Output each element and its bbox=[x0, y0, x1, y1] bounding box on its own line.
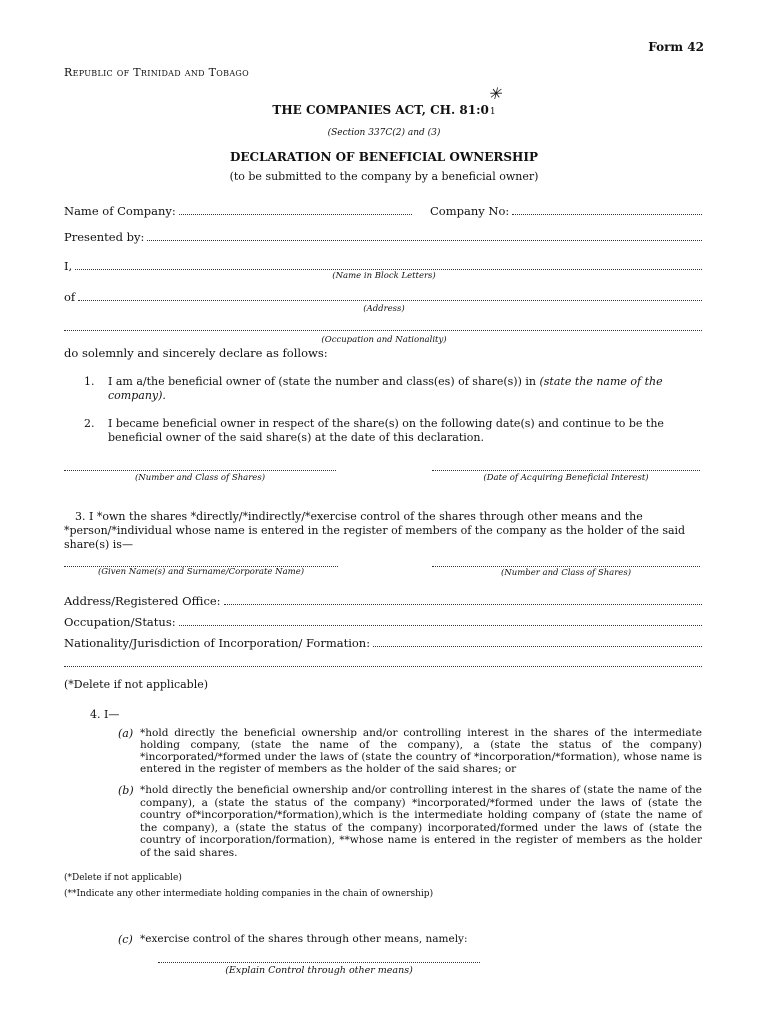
shares-field[interactable] bbox=[64, 462, 336, 471]
registered-office-field[interactable] bbox=[64, 594, 702, 608]
declaration-title: DECLARATION OF BENEFICIAL OWNERSHIP bbox=[229, 150, 539, 164]
date-caption: (Date of Acquiring Beneficial Interest) bbox=[483, 473, 649, 483]
presented-by-field[interactable] bbox=[64, 230, 702, 244]
asterisk-mark: ✳ bbox=[488, 84, 502, 103]
address-field[interactable] bbox=[64, 290, 702, 304]
occupation-status-field[interactable] bbox=[64, 615, 702, 629]
declaration-subtitle: (to be submitted to the company by a beneficial owner) bbox=[229, 170, 539, 183]
delete-note: (*Delete if not applicable) bbox=[64, 678, 209, 691]
presented-by-label: Presented by: bbox=[64, 230, 145, 244]
company-no-field[interactable] bbox=[430, 204, 702, 218]
para4a-text: *hold directly the beneficial ownership and/or controlling interest in the shares of the intermediate holding company, (state the name of the company), a (state the status of the company) *incorporated/*formed under the laws of (state the country of *incorporation/*formation), whose name is entered in the register of members as the holder of the said shares; or bbox=[140, 727, 702, 775]
holder-shares-field[interactable] bbox=[432, 558, 700, 567]
occupation-nationality-field[interactable] bbox=[64, 320, 702, 331]
declare-statement: do solemnly and sincerely declare as follows: bbox=[64, 346, 328, 360]
name-caption: (Name in Block Letters) bbox=[332, 271, 436, 281]
date-acquired-field[interactable] bbox=[432, 462, 700, 471]
para1-text: I am a/the beneficial owner of (state the number and class(es) of share(s)) in (state the name of the company). bbox=[108, 375, 663, 402]
act-title: THE COMPANIES ACT, CH. 81:01 bbox=[272, 103, 496, 117]
shares-caption: (Number and Class of Shares) bbox=[134, 473, 266, 483]
para4b-label: (b) bbox=[118, 784, 134, 797]
republic-heading: Republic of Trinidad and Tobago bbox=[64, 66, 249, 79]
section-reference: (Section 337C(2) and (3) bbox=[327, 128, 441, 138]
para2-number: 2. bbox=[84, 417, 95, 430]
para3-text: 3. I *own the shares *directly/*indirectly/*exercise control of the shares through other means and the *person/*individual whose name is entered in the register of members of the company as the holder of the said share(s) is— bbox=[64, 510, 686, 551]
registered-office-label: Address/Registered Office: bbox=[64, 594, 221, 608]
company-no-label: Company No: bbox=[430, 204, 510, 218]
occupation-caption: (Occupation and Nationality) bbox=[321, 335, 447, 345]
company-name-label: Name of Company: bbox=[64, 204, 176, 218]
address-caption: (Address) bbox=[363, 304, 405, 314]
para4-heading: 4. I— bbox=[90, 708, 120, 721]
control-caption: (Explain Control through other means) bbox=[225, 965, 413, 976]
extra-line-field[interactable] bbox=[64, 656, 702, 667]
form-number: Form 42 bbox=[648, 40, 704, 54]
holder-shares-caption: (Number and Class of Shares) bbox=[500, 568, 632, 578]
para4a-label: (a) bbox=[118, 727, 134, 740]
i-label: I, bbox=[64, 259, 73, 273]
note-intermediate: (**Indicate any other intermediate holding companies in the chain of ownership) bbox=[64, 889, 434, 899]
para1-number: 1. bbox=[84, 375, 95, 388]
company-name-field[interactable] bbox=[64, 204, 412, 218]
para4c-text: *exercise control of the shares through other means, namely: bbox=[140, 933, 468, 945]
nationality-label: Nationality/Jurisdiction of Incorporation/ Formation: bbox=[64, 636, 371, 650]
of-label: of bbox=[64, 290, 76, 304]
nationality-field[interactable] bbox=[64, 636, 702, 650]
holder-name-field[interactable] bbox=[64, 558, 338, 567]
occupation-status-label: Occupation/Status: bbox=[64, 615, 176, 629]
note-delete: (*Delete if not applicable) bbox=[64, 873, 182, 883]
holder-name-caption: (Given Name(s) and Surname/Corporate Name) bbox=[97, 567, 305, 577]
para4b-text: *hold directly the beneficial ownership and/or controlling interest in the shares of (state the name of the company), a (state the status of the company) *incorporated/*formed under the laws of (state the country of*incorporation/*formation),which is the intermediate holding company of (state the name of the company), a (state the status of the company) incorporated/formed under the laws of (state the country of incorporation/formation), **whose name is entered in the register of members as the holder of the said shares. bbox=[140, 784, 702, 859]
para4c-label: (c) bbox=[118, 933, 133, 946]
control-explanation-field[interactable] bbox=[158, 954, 480, 963]
para2-text: I became beneficial owner in respect of the share(s) on the following date(s) and continue to be the beneficial owner of the said share(s) at the date of this declaration. bbox=[108, 417, 664, 444]
